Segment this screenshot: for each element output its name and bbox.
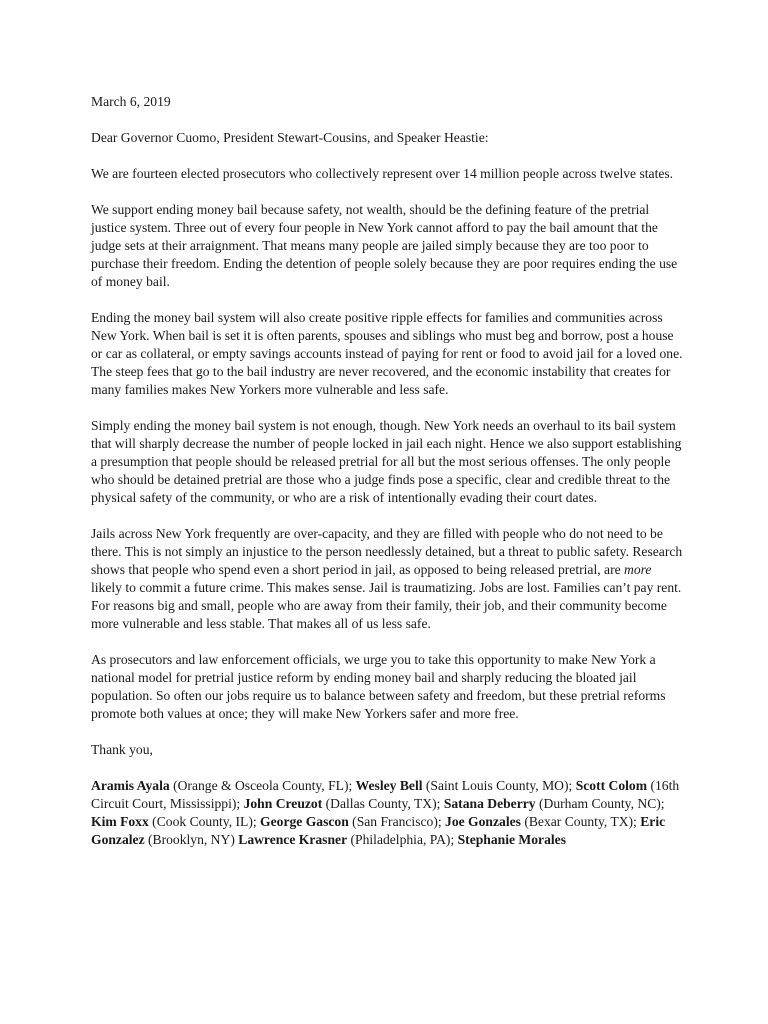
jails-text-part1: Jails across New York frequently are over-capacity, and they are filled with people who do not need to be there. This is not simply an injustice to the person needlessly detained, but a threat to public safety. Research shows that people who spend even a short period in jail, as opposed to being released pretrial, are	[91, 526, 683, 577]
signatory-jurisdiction: (Philadelphia, PA);	[347, 832, 458, 847]
signatory-name: Joe Gonzales	[445, 814, 521, 829]
signatory-name: Stephanie Morales	[457, 832, 566, 847]
letter-body	[91, 93, 683, 849]
signatory-jurisdiction: (Brooklyn, NY)	[144, 832, 239, 847]
paragraph-intro: We are fourteen elected prosecutors who collectively represent over 14 million people across twelve states.	[91, 166, 674, 181]
signatory-name: George Gascon	[260, 814, 349, 829]
paragraph-money-bail: We support ending money bail because safety, not wealth, should be the defining feature of the pretrial justice system. Three out of every four people in New York cannot afford to pay the bail amount that the judge sets at their arraignment. That means many people are jailed simply because they are too poor to purchase their freedom. Ending the detention of people solely because they are poor requires ending the use of money bail.	[91, 202, 678, 289]
signatory-name: Wesley Bell	[355, 778, 423, 793]
signatories	[91, 777, 683, 849]
signatory-jurisdiction: (Saint Louis County, MO);	[422, 778, 576, 793]
signatory-name: Aramis Ayala	[91, 778, 170, 793]
signatory-list	[91, 777, 683, 849]
signatory-name: Scott Colom	[575, 778, 648, 793]
signatory-name: Eric Gonzalez	[91, 814, 666, 847]
signoff: Thank you,	[91, 742, 153, 757]
signatory-jurisdiction: (Cook County, IL);	[148, 814, 261, 829]
paragraph-ripple-effects: Ending the money bail system will also create positive ripple effects for families and communities across New York. When bail is set it is often parents, spouses and siblings who must beg and borrow, post a house or car as collateral, or empty savings accounts instead of paying for rent or food to avoid jail for a loved one. The steep fees that go to the bail industry are never recovered, and the economic instability that creates for many families makes New Yorkers more vulnerable and less safe.	[91, 310, 683, 397]
signatory-jurisdiction: (Dallas County, TX);	[322, 796, 444, 811]
emphasis-more: more	[624, 562, 652, 577]
paragraph-jails	[91, 525, 683, 633]
signatory-jurisdiction: (Bexar County, TX);	[520, 814, 641, 829]
signatory-name: Kim Foxx	[91, 814, 149, 829]
letter-date: March 6, 2019	[91, 94, 171, 109]
signatory-name: Satana Deberry	[443, 796, 536, 811]
jails-text-part2: likely to commit a future crime. This makes sense. Jail is traumatizing. Jobs are lost. Families can’t pay rent. For reasons big and small, people who are away from their family, their job, and their community become more vulnerable and less stable. That makes all of us less safe.	[91, 580, 682, 631]
signatory-name: Lawrence Krasner	[238, 832, 348, 847]
signatory-jurisdiction: (Orange & Osceola County, FL);	[169, 778, 356, 793]
salutation: Dear Governor Cuomo, President Stewart-Cousins, and Speaker Heastie:	[91, 130, 489, 145]
paragraph-closing: As prosecutors and law enforcement officials, we urge you to take this opportunity to make New York a national model for pretrial justice reform by ending money bail and sharply reducing the bloated jail population. So often our jobs require us to balance between safety and freedom, but these pretrial reforms promote both values at once; they will make New Yorkers safer and more free.	[91, 652, 666, 721]
signatory-jurisdiction: (16th Circuit Court, Mississippi);	[91, 778, 680, 811]
signatory-name: John Creuzot	[243, 796, 323, 811]
signatory-jurisdiction: (San Francisco);	[348, 814, 446, 829]
paragraph-overhaul: Simply ending the money bail system is not enough, though. New York needs an overhaul to its bail system that will sharply decrease the number of people locked in jail each night. Hence we also support establishing a presumption that people should be released pretrial for all but the most serious offenses. The only people who should be detained pretrial are those who a judge finds pose a specific, clear and credible threat to the physical safety of the community, or who are a risk of intentionally evading their court dates.	[91, 418, 682, 505]
signatory-jurisdiction: (Durham County, NC);	[535, 796, 665, 811]
